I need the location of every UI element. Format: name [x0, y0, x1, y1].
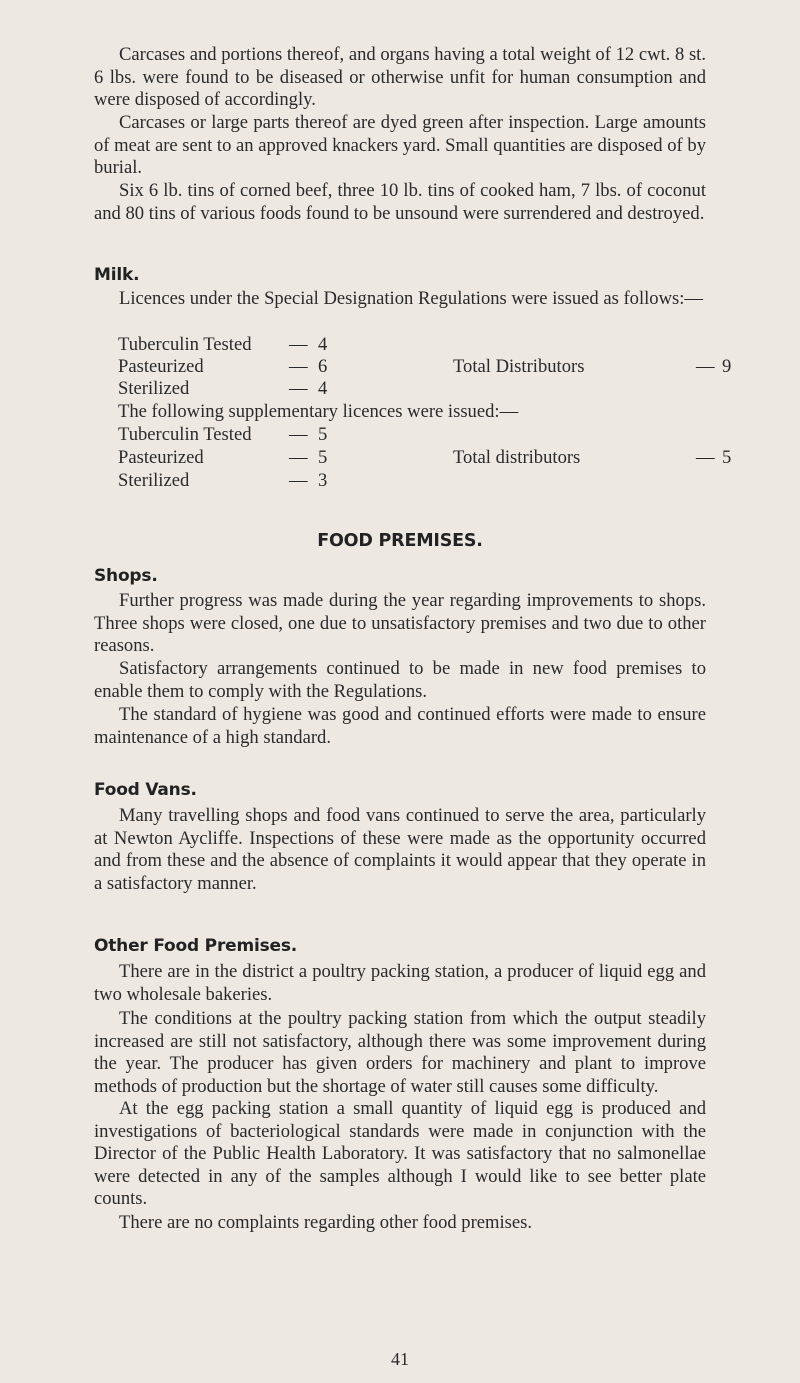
meat-paragraph-3: Six 6 lb. tins of corned beef, three 10 lb. tins of cooked ham, 7 lbs. of coconut and 80 tins of various foods found to be unsound were surrendered and destroyed.	[94, 180, 706, 224]
total-distributors-count: 9	[722, 356, 732, 377]
other-premises-heading: Other Food Premises.	[94, 936, 298, 956]
licence-count: 4	[318, 378, 328, 399]
licence-name: Tuberculin Tested	[118, 334, 252, 355]
total-dash: —	[696, 447, 715, 468]
shops-heading: Shops.	[94, 566, 158, 586]
total-dash: —	[696, 356, 715, 377]
milk-heading: Milk.	[94, 265, 140, 285]
other-premises-paragraph-3: At the egg packing station a small quantity of liquid egg is produced and investigations of bacteriological standards were made in conjunction with the Director of the Public Health Laboratory. It was satisfactory that no salmonellae were detected in any of the samples although I would like to see better plate counts.	[94, 1098, 706, 1210]
shops-paragraph-3: The standard of hygiene was good and continued efforts were made to ensure maintenance of a high standard.	[94, 704, 706, 748]
shops-paragraph-1: Further progress was made during the year regarding improvements to shops. Three shops were closed, one due to unsatisfactory premises and two due to other reasons.	[94, 590, 706, 657]
licence-dash: —	[289, 470, 308, 491]
document-page: Carcases and portions thereof, and organs having a total weight of 12 cwt. 8 st. 6 lbs. were found to be diseased or otherwise unfit for human consumption and were disposed of accordingly. Carcases or large parts thereof are dyed green after inspection. Large amounts of meat are sent to an approved knackers yard. Small quantities are disposed of by burial. Six 6 lb. tins of corned beef, three 10 lb. tins of cooked ham, 7 lbs. of coconut and 80 tins of various foods found to be unsound were surrendered and destroyed. Milk. Licences under the Special Designation Regulations were issued as follows:— Tuberculin Tested — 4 Pasteurized — 6 Total Distributors — 9 Sterilized — 4 The following supplementary licences were issued:— Tuberculin Tested — 5 Pasteurized — 5 Total distributors — 5 Sterilized — 3 FOOD PREMISES. Shops. Further progress was made during the year regarding improvements to shops. Three shops were closed, one due to unsatisfactory premises and two due to other reasons. Satisfactory arrangements continued to be made in new food premises to enable them to comply with the Regulations. The standard of hygiene was good and continued efforts were made to ensure maintenance of a high standard. Food Vans. Many travelling shops and food vans continued to serve the area, particularly at Newton Aycliffe. Inspections of these were made as the opportunity occurred and from these and the absence of complaints it would appear that they operate in a satisfactory manner. Other Food Premises. There are in the district a poultry packing station, a producer of liquid egg and two wholesale bakeries. The conditions at the poultry packing station from which the output steadily increased are still not satisfactory, although there was some improvement during the year. The producer has given orders for machinery and plant to improve methods of production but the shortage of water still causes some difficulty. At the egg packing station a small quantity of liquid egg is produced and investigations of bacteriological standards were made in conjunction with the Director of the Public Health Laboratory. It was satisfactory that no salmonellae were detected in any of the samples although I would like to see better plate counts. There are no complaints regarding other food premises. 41	[0, 0, 800, 1383]
licence-count: 5	[318, 447, 328, 468]
page-number: 41	[391, 1349, 409, 1369]
licence-dash: —	[289, 356, 308, 377]
shops-paragraph-2: Satisfactory arrangements continued to be made in new food premises to enable them to comply with the Regulations.	[94, 658, 706, 702]
licence-dash: —	[289, 447, 308, 468]
total-distributors-label: Total Distributors	[453, 356, 585, 377]
licence-count: 4	[318, 334, 328, 355]
section-title: FOOD PREMISES.	[317, 531, 483, 551]
food-vans-heading: Food Vans.	[94, 780, 197, 800]
licence-dash: —	[289, 424, 308, 445]
meat-paragraph-2: Carcases or large parts thereof are dyed green after inspection. Large amounts of meat are sent to an approved knackers yard. Small quantities are disposed of by burial.	[94, 112, 706, 179]
licence-count: 5	[318, 424, 328, 445]
licence-name: Tuberculin Tested	[118, 424, 252, 445]
licence-count: 6	[318, 356, 328, 377]
licence-dash: —	[289, 334, 308, 355]
licence-count: 3	[318, 470, 328, 491]
licence-dash: —	[289, 378, 308, 399]
other-premises-paragraph-2: The conditions at the poultry packing station from which the output steadily increased are still not satisfactory, although there was some improvement during the year. The producer has given orders for machinery and plant to improve methods of production but the shortage of water still causes some difficulty.	[94, 1008, 706, 1097]
meat-paragraph-1: Carcases and portions thereof, and organs having a total weight of 12 cwt. 8 st. 6 lbs. were found to be diseased or otherwise unfit for human consumption and were disposed of accordingly.	[94, 44, 706, 111]
food-vans-paragraph: Many travelling shops and food vans continued to serve the area, particularly at Newton Aycliffe. Inspections of these were made as the opportunity occurred and from these and the absence of complaints it would appear that they operate in a satisfactory manner.	[94, 805, 706, 894]
licence-name: Pasteurized	[118, 356, 204, 377]
licence-name: Sterilized	[118, 378, 190, 399]
other-premises-paragraph-1: There are in the district a poultry packing station, a producer of liquid egg and two wholesale bakeries.	[94, 961, 706, 1005]
milk-intro: Licences under the Special Designation Regulations were issued as follows:—	[119, 288, 704, 309]
other-premises-paragraph-4: There are no complaints regarding other food premises.	[119, 1212, 533, 1233]
licence-name: Pasteurized	[118, 447, 204, 468]
total-distributors-label: Total distributors	[453, 447, 581, 468]
licence-name: Sterilized	[118, 470, 190, 491]
total-distributors-count: 5	[722, 447, 732, 468]
